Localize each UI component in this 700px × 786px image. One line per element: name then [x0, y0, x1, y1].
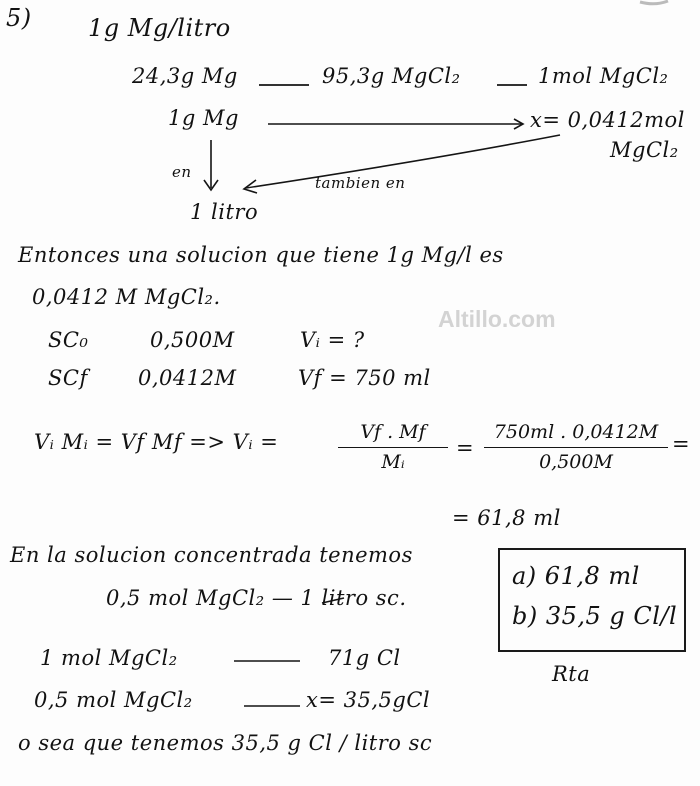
sc0-vol: Vᵢ = ? — [300, 328, 365, 352]
concentrated-line1: En la solucion concentrada tenemos — [10, 543, 413, 567]
rta-label: Rta — [552, 662, 591, 686]
answer-a: a) 61,8 ml — [512, 562, 640, 590]
ratio-line2-right: x= 35,5gCl — [306, 688, 431, 712]
fraction-numerator: Vf . Mf — [360, 421, 426, 443]
sc0-conc: 0,500M — [150, 328, 235, 352]
ratio-line1-left: 1 mol MgCl₂ — [40, 646, 178, 670]
fraction-formula — [338, 422, 448, 473]
ratio-line2-left: 0,5 mol MgCl₂ — [34, 688, 193, 712]
scf-label: SCf — [48, 366, 88, 390]
problem-title: 1g Mg/litro — [88, 14, 231, 42]
litro-label: 1 litro — [190, 200, 259, 224]
sc0-label: SC₀ — [48, 328, 89, 352]
answer-box — [498, 548, 686, 652]
fraction-numerator: 750ml . 0,0412M — [493, 421, 659, 443]
dilution-equation: Vᵢ Mᵢ = Vf Mf => Vᵢ = — [34, 430, 279, 454]
problem-number: 5) — [6, 4, 32, 32]
equals-sign: = — [456, 436, 475, 460]
ratio-line1-right: 71g Cl — [328, 646, 401, 670]
row1-mid: 95,3g MgCl₂ — [322, 64, 461, 88]
statement-line1: Entonces una solucion que tiene 1g Mg/l es — [18, 243, 504, 267]
scf-conc: 0,0412M — [138, 366, 237, 390]
row2-right: x= 0,0412mol — [530, 108, 685, 132]
concentrated-conclusion: o sea que tenemos 35,5 g Cl / litro sc — [18, 731, 433, 755]
scf-vol: Vf = 750 ml — [298, 366, 431, 390]
answer-b: b) 35,5 g Cl/l — [512, 602, 678, 630]
fraction-values — [484, 422, 668, 473]
row2-right-sub: MgCl₂ — [610, 138, 679, 162]
watermark-logo: Altillo.com — [438, 306, 556, 332]
en-label: en — [172, 163, 192, 181]
dilution-result: = 61,8 ml — [452, 506, 561, 530]
row2-left: 1g Mg — [168, 106, 239, 130]
concentrated-line2: 0,5 mol MgCl₂ — 1 litro sc. — [106, 586, 407, 610]
row1-left: 24,3g Mg — [132, 64, 238, 88]
fraction-denominator: Mᵢ — [381, 450, 405, 473]
row1-right: 1mol MgCl₂ — [538, 64, 669, 88]
statement-line2: 0,0412 M MgCl₂. — [32, 285, 221, 309]
equals-sign-2: = — [672, 432, 691, 456]
tambien-label: tambien en — [315, 174, 406, 192]
fraction-denominator: 0,500M — [539, 450, 613, 473]
